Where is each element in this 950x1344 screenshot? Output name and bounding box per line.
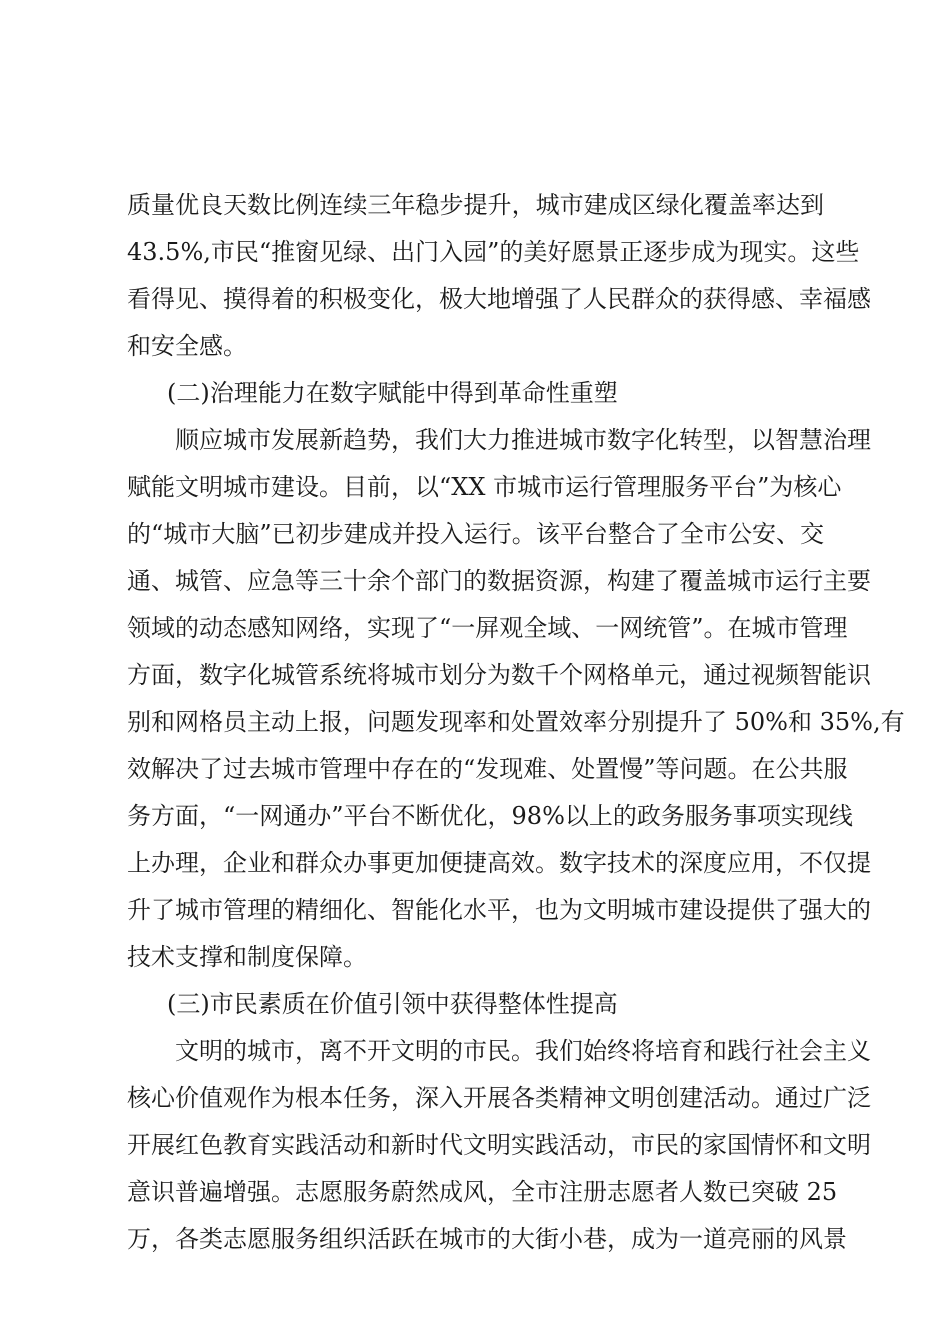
section-heading-citizen-quality: (三)市民素质在价值引领中获得整体性提高: [167, 990, 618, 1018]
text-line: 看得见、摸得着的积极变化，极大地增强了人民群众的获得感、幸福感: [127, 285, 871, 313]
text-line: 顺应城市发展新趋势，我们大力推进城市数字化转型，以智慧治理: [175, 426, 871, 454]
text-line: 技术支撑和制度保障。: [127, 943, 367, 971]
text-line: 开展红色教育实践活动和新时代文明实践活动，市民的家国情怀和文明: [127, 1131, 871, 1159]
text-line: 方面，数字化城管系统将城市划分为数千个网格单元，通过视频智能识: [127, 661, 871, 689]
text-line: 效解决了过去城市管理中存在的“发现难、处置慢”等问题。在公共服: [127, 755, 848, 783]
text-line: 升了城市管理的精细化、智能化水平，也为文明城市建设提供了强大的: [127, 896, 871, 924]
text-line: 的“城市大脑”已初步建成并投入运行。该平台整合了全市公安、交: [127, 520, 824, 548]
text-line: 万，各类志愿服务组织活跃在城市的大街小巷，成为一道亮丽的风景: [127, 1225, 847, 1253]
text-line: 通、城管、应急等三十余个部门的数据资源，构建了覆盖城市运行主要: [127, 567, 871, 595]
paragraph-digital-governance: [127, 417, 905, 981]
paragraph-air-quality: [127, 182, 871, 370]
text-line: 意识普遍增强。志愿服务蔚然成风，全市注册志愿者人数已突破 25: [127, 1178, 838, 1206]
text-line: 43.5%,市民“推窗见绿、出门入园”的美好愿景正逐步成为现实。这些: [127, 238, 860, 266]
document-body: [127, 182, 905, 1263]
text-line: 领域的动态感知网络，实现了“一屏观全域、一网统管”。在城市管理: [127, 614, 848, 642]
text-line: 赋能文明城市建设。目前，以“XX 市城市运行管理服务平台”为核心: [127, 473, 842, 501]
text-line: 文明的城市，离不开文明的市民。我们始终将培育和践行社会主义: [175, 1037, 871, 1065]
text-line: 和安全感。: [127, 332, 247, 360]
text-line: 核心价值观作为根本任务，深入开展各类精神文明创建活动。通过广泛: [127, 1084, 871, 1112]
text-line: 别和网格员主动上报，问题发现率和处置效率分别提升了 50%和 35%,有: [127, 708, 905, 736]
text-line: 质量优良天数比例连续三年稳步提升，城市建成区绿化覆盖率达到: [127, 191, 824, 219]
text-line: 上办理，企业和群众办事更加便捷高效。数字技术的深度应用，不仅提: [127, 849, 871, 877]
section-heading-governance: (二)治理能力在数字赋能中得到革命性重塑: [167, 379, 618, 407]
text-line: 务方面，“一网通办”平台不断优化，98%以上的政务服务事项实现线: [127, 802, 853, 830]
paragraph-citizen-quality: [127, 1028, 871, 1263]
